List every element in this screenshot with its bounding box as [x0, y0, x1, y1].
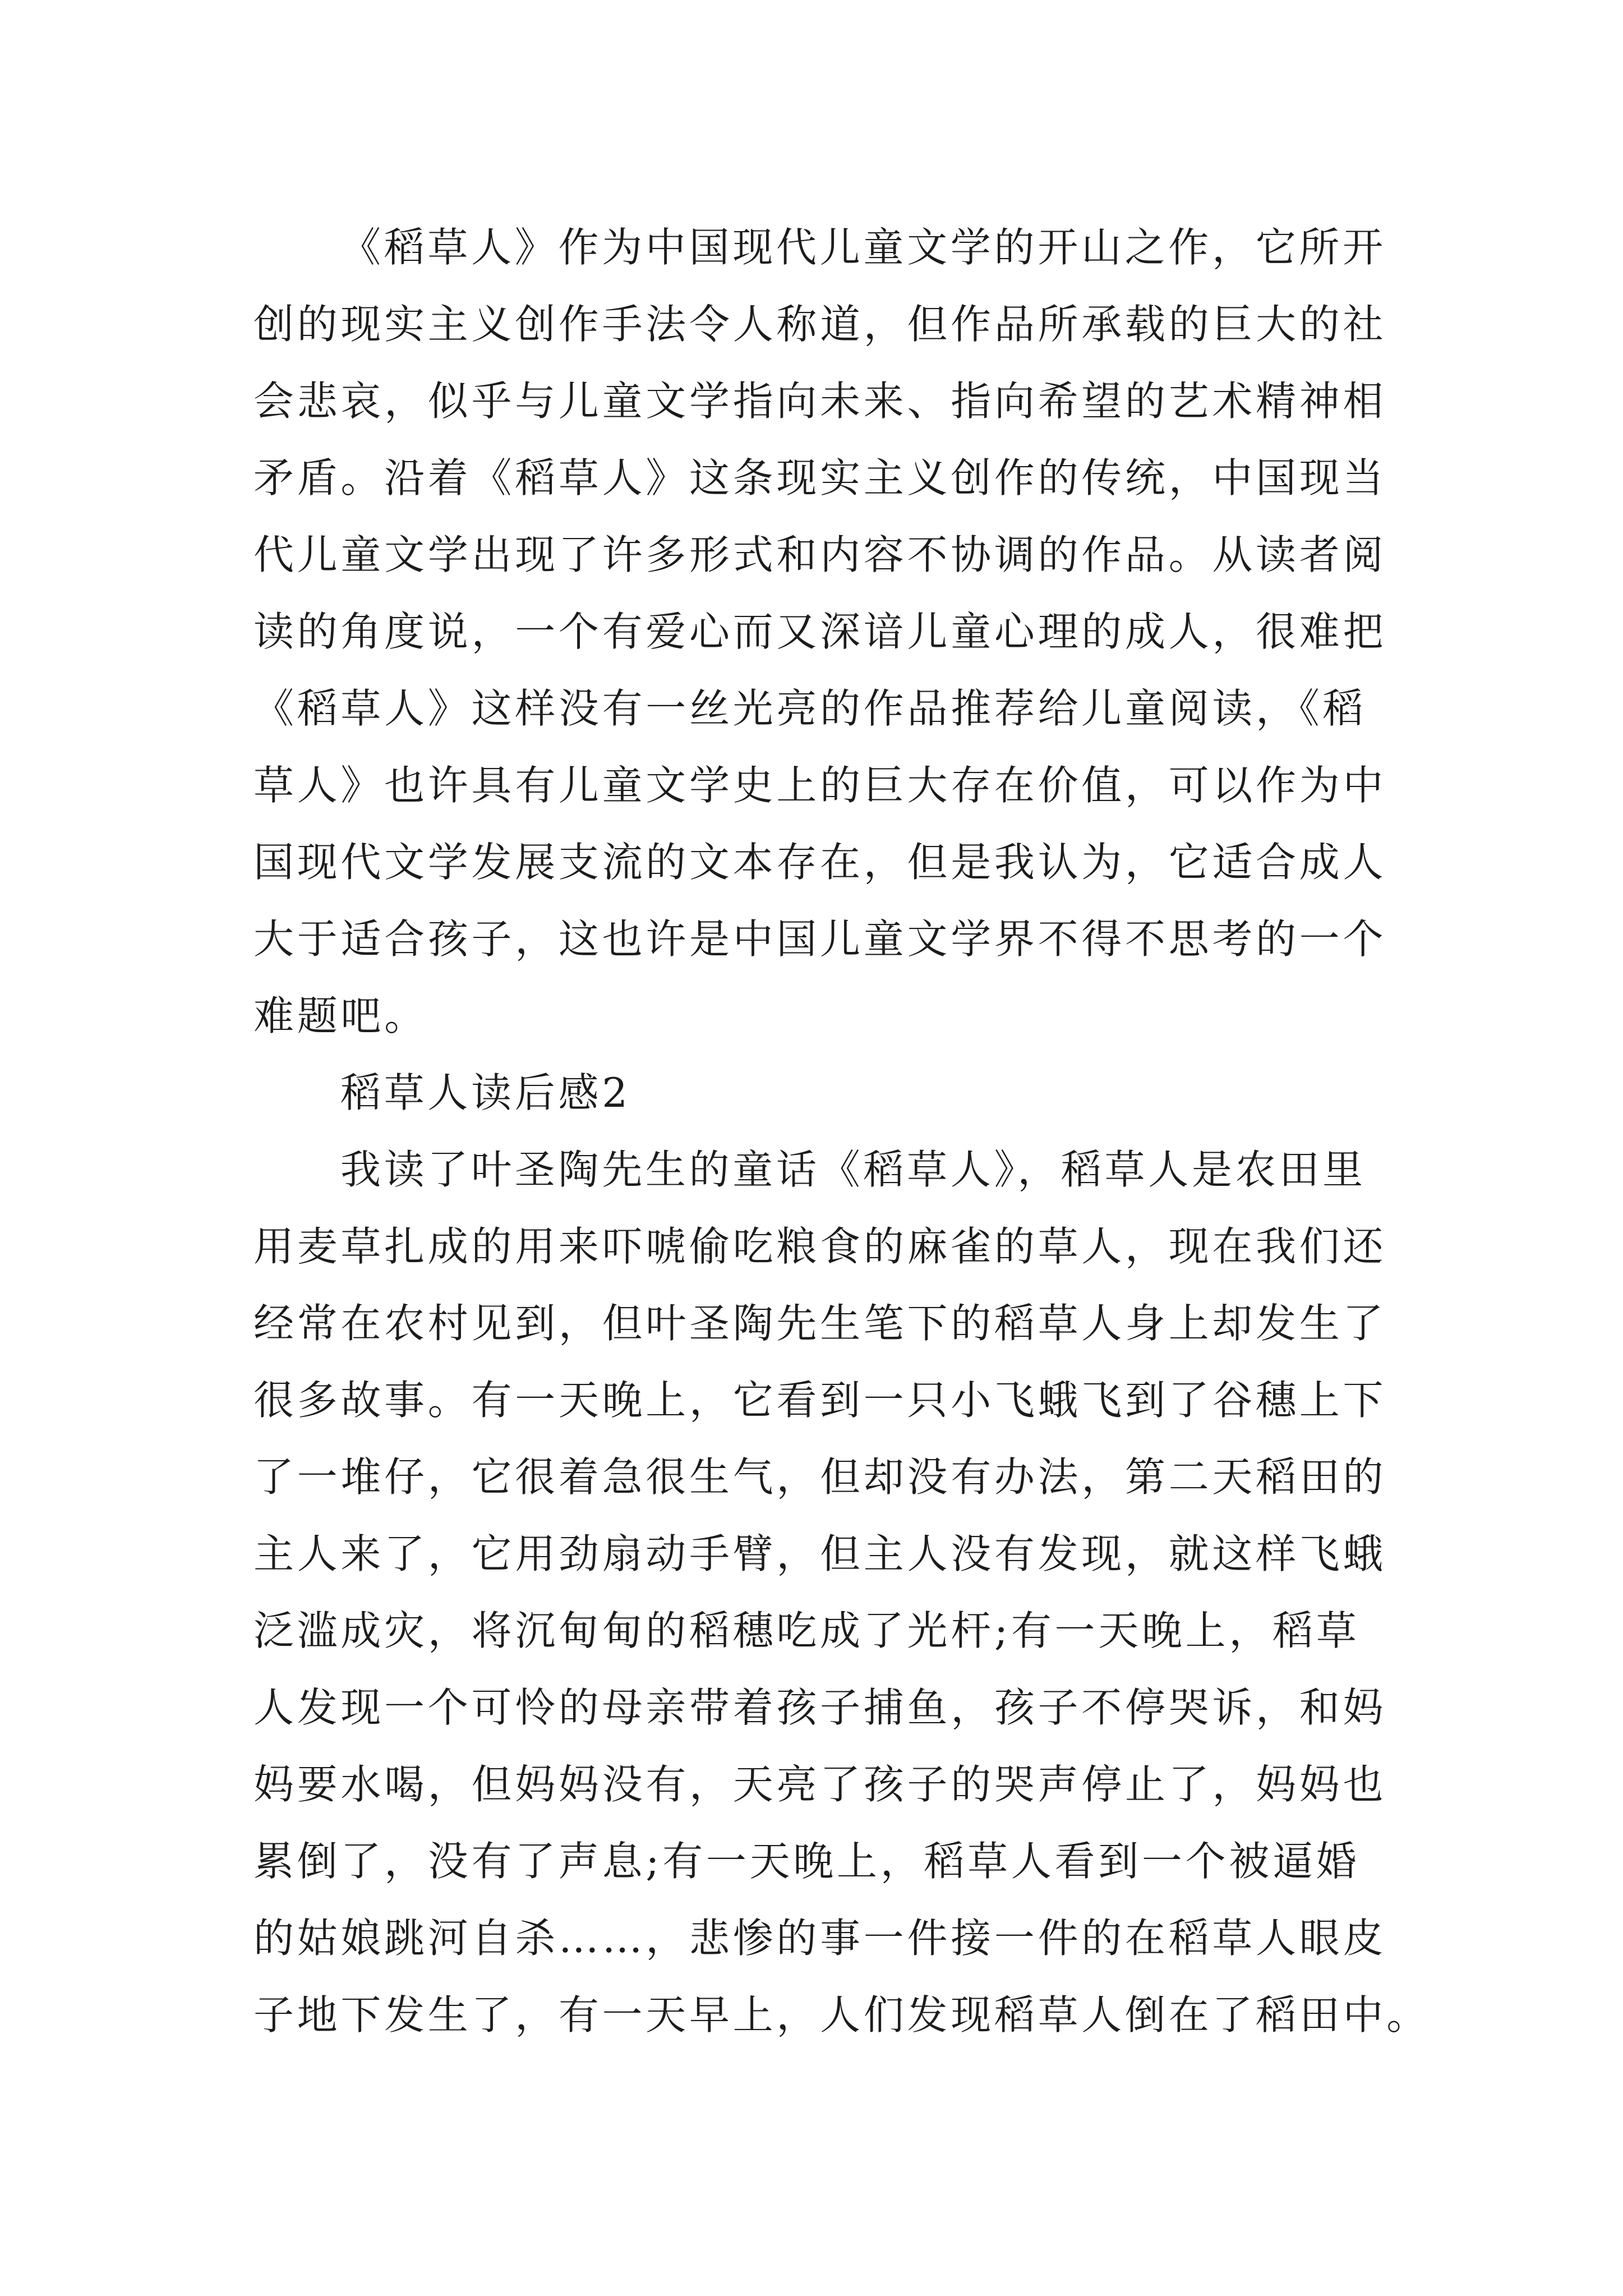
- paragraph-line: 矛盾。沿着《稻草人》这条现实主义创作的传统，中国现当: [253, 454, 1387, 501]
- paragraph-line: 泛滥成灾，将沉甸甸的稻穗吃成了光杆;有一天晚上，稻草: [253, 1607, 1360, 1654]
- paragraph-line: 的姑娘跳河自杀……，悲惨的事一件接一件的在稻草人眼皮: [253, 1915, 1387, 1962]
- paragraph-line: 会悲哀，似乎与儿童文学指向未来、指向希望的艺术精神相: [253, 378, 1387, 425]
- paragraph-line: 用麦草扎成的用来吓唬偷吃粮食的麻雀的草人，现在我们还: [253, 1223, 1387, 1270]
- paragraph-line: 《稻草人》这样没有一丝光亮的作品推荐给儿童阅读，《稻: [253, 685, 1367, 732]
- section-heading: 稻草人读后感2: [340, 1069, 631, 1116]
- paragraph-2: [253, 1131, 1430, 2054]
- paragraph-line: 读的角度说，一个有爱心而又深谙儿童心理的成人，很难把: [253, 608, 1387, 655]
- paragraph-line: 我读了叶圣陶先生的童话《稻草人》，稻草人是农田里: [340, 1146, 1366, 1193]
- paragraph-line: 很多故事。有一天晚上，它看到一只小飞蛾飞到了谷穗上下: [253, 1377, 1387, 1424]
- paragraph-line: 了一堆仔，它很着急很生气，但却没有办法，第二天稻田的: [253, 1453, 1387, 1501]
- paragraph-line: 人发现一个可怜的母亲带着孩子捕鱼，孩子不停哭诉，和妈: [253, 1684, 1387, 1731]
- paragraph-line: 草人》也许具有儿童文学史上的巨大存在价值，可以作为中: [253, 762, 1387, 809]
- paragraph-line: 主人来了，它用劲扇动手臂，但主人没有发现，就这样飞蛾: [253, 1530, 1387, 1577]
- paragraph-line: 创的现实主义创作手法令人称道，但作品所承载的巨大的社: [253, 301, 1387, 348]
- paragraph-line: 难题吧。: [253, 992, 428, 1039]
- paragraph-line: 《稻草人》作为中国现代儿童文学的开山之作，它所开: [340, 224, 1386, 271]
- paragraph-line: 大于适合孩子，这也许是中国儿童文学界不得不思考的一个: [253, 915, 1387, 963]
- paragraph-line: 国现代文学发展支流的文本存在，但是我认为，它适合成人: [253, 839, 1387, 886]
- paragraph-line: 经常在农村见到，但叶圣陶先生笔下的稻草人身上却发生了: [253, 1300, 1387, 1347]
- document-body: [253, 209, 1430, 2054]
- paragraph-line: 累倒了，没有了声息;有一天晚上，稻草人看到一个被逼婚: [253, 1838, 1360, 1885]
- paragraph-line: 妈要水喝，但妈妈没有，天亮了孩子的哭声停止了，妈妈也: [253, 1761, 1387, 1808]
- paragraph-1: [253, 209, 1392, 1055]
- paragraph-line: 代儿童文学出现了许多形式和内容不协调的作品。从读者阅: [253, 531, 1387, 578]
- paragraph-line: 子地下发生了，有一天早上，人们发现稻草人倒在了稻田中。: [253, 1991, 1430, 2039]
